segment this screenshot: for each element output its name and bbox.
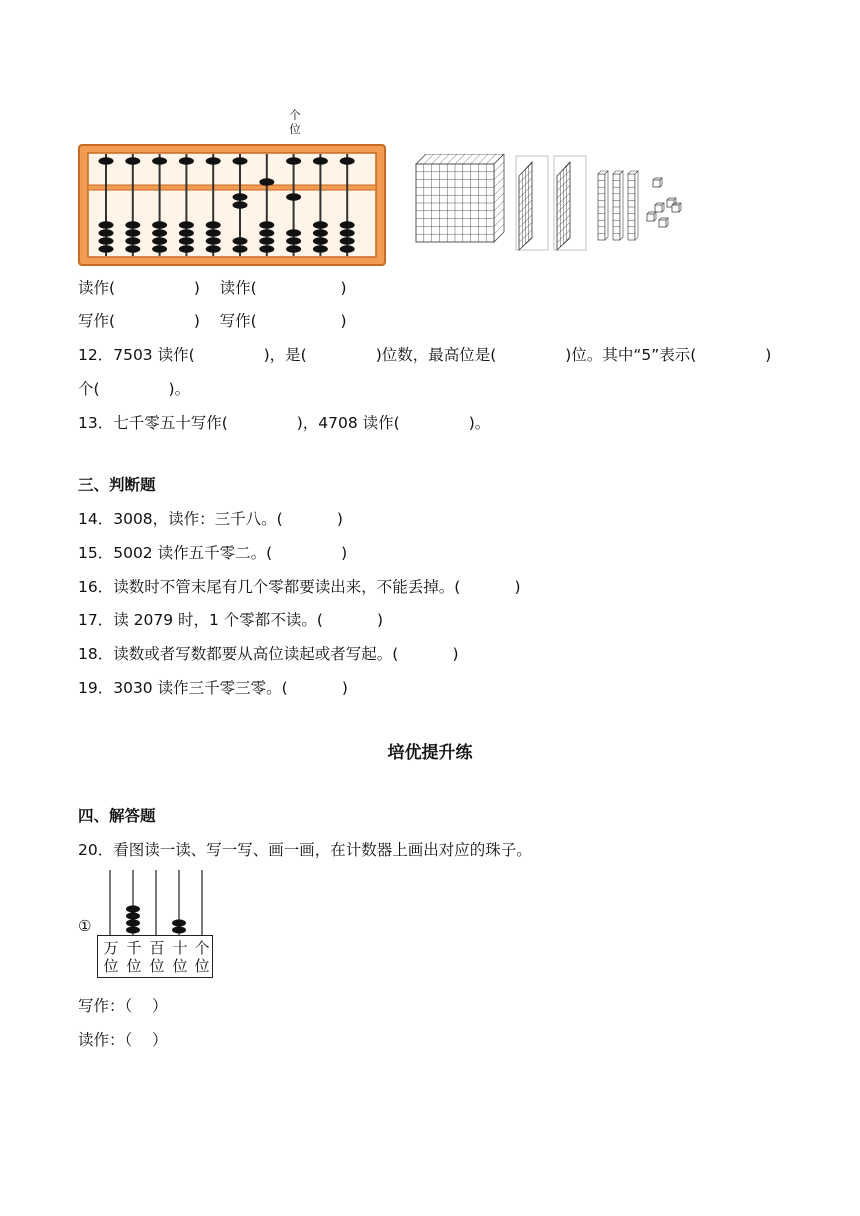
judgement-item: 19．3030 读作三千零三零。( ) [78,679,348,697]
abacus-bead [206,237,221,245]
judgement-item: 15．5002 读作五千零二。( ) [78,544,348,562]
abacus-bead [313,157,328,165]
counter-bead [126,912,140,919]
abacus-bead [206,157,221,165]
abacus-bead [286,237,301,245]
section-judgement-heading: 三、判断题 [78,476,156,494]
counter-bead [172,919,186,926]
abacus-bead [259,178,274,186]
abacus-beam [88,185,376,190]
abacus-bead [125,221,140,229]
q20-prompt: 20．看图读一读、写一写、画一画，在计数器上画出对应的珠子。 [78,841,532,859]
abacus-bead [286,193,301,201]
abacus-bead [99,221,114,229]
abacus-bead [233,201,248,209]
counter-bead [172,926,186,933]
counter-bead [126,919,140,926]
ten-rod [598,171,608,240]
base-ten-blocks-image [414,154,684,254]
judgement-item: 18．读数或者写数都要从高位读起或者写起。( ) [78,645,459,663]
abacus-bead [233,245,248,253]
abacus-bead [313,229,328,237]
abacus-bead [179,157,194,165]
abacus-bead [99,245,114,253]
judgement-item: 14．3008，读作：三千八。( ) [78,510,343,528]
abacus-bead [152,229,167,237]
ten-rod [628,171,638,240]
abacus-bead [179,229,194,237]
q11-read-line: 读作( ) 读作( ) [78,279,347,297]
abacus-bead [313,245,328,253]
place-label-bai: 百 位 [149,939,165,975]
abacus-bead [179,221,194,229]
write-answer-line: 写作：（ ） [78,997,168,1015]
abacus-bead [286,229,301,237]
abacus-bead [99,237,114,245]
abacus-bead [340,245,355,253]
one-cube [659,218,668,227]
one-cube [647,212,656,221]
abacus-bead [340,221,355,229]
hundred-flat [554,156,586,250]
q13-line: 13．七千零五十写作( )，4708 读作( )。 [78,414,491,432]
circled-number: ① [78,917,92,935]
abacus-label-char: 位 [289,122,301,136]
abacus-bead [99,157,114,165]
hundred-flat [516,156,548,250]
abacus-bead [340,157,355,165]
judgement-item: 17．读 2079 时，1 个零都不读。( ) [78,611,384,629]
abacus-bead [313,221,328,229]
abacus-bead [206,221,221,229]
judgement-item: 16．读数时不管末尾有几个零都要读出来，不能丢掉。( ) [78,578,521,596]
abacus-bead [152,245,167,253]
abacus-bead [125,229,140,237]
abacus-place-label [288,108,302,136]
abacus-label-char: 个 [289,108,301,122]
section-answer-heading: 四、解答题 [78,807,156,825]
q12-line-cont: 个( )。 [78,380,191,398]
abacus-bead [286,157,301,165]
abacus-bead [125,237,140,245]
read-answer-line: 读作：（ ） [78,1031,168,1049]
counter-bead [126,905,140,912]
one-cube [653,178,662,187]
abacus-bead [206,229,221,237]
abacus-bead [313,237,328,245]
abacus-bead [152,221,167,229]
q12-line: 12．7503 读作( )，是( )位数，最高位是( )位。其中“5”表示( ) [78,346,772,364]
abacus-bead [152,237,167,245]
place-label-wan: 万 位 [103,939,119,975]
abacus-bead [233,193,248,201]
abacus-bead [340,229,355,237]
place-value-box [97,935,213,978]
abacus-bead [125,245,140,253]
abacus-bead [99,229,114,237]
counter-rods [97,868,217,936]
ten-rod [613,171,623,240]
abacus-bead [233,237,248,245]
place-label-shi: 十 位 [172,939,188,975]
abacus-bead [259,229,274,237]
counter-bead [126,926,140,933]
place-label-ge: 个 位 [194,939,210,975]
abacus-bead [259,221,274,229]
abacus-bead [259,245,274,253]
abacus-bead [125,157,140,165]
abacus-bead [259,237,274,245]
q11-write-line: 写作( ) 写作( ) [78,312,347,330]
abacus-bead [179,245,194,253]
place-label-qian: 千 位 [126,939,142,975]
page-title: 培优提升练 [387,743,473,763]
abacus-bead [179,237,194,245]
abacus-image [78,144,386,266]
thousand-cube [416,154,504,242]
one-cube [655,203,664,212]
abacus-bead [206,245,221,253]
abacus-bead [233,157,248,165]
abacus-bead [152,157,167,165]
abacus-bead [340,237,355,245]
abacus-bead [286,245,301,253]
